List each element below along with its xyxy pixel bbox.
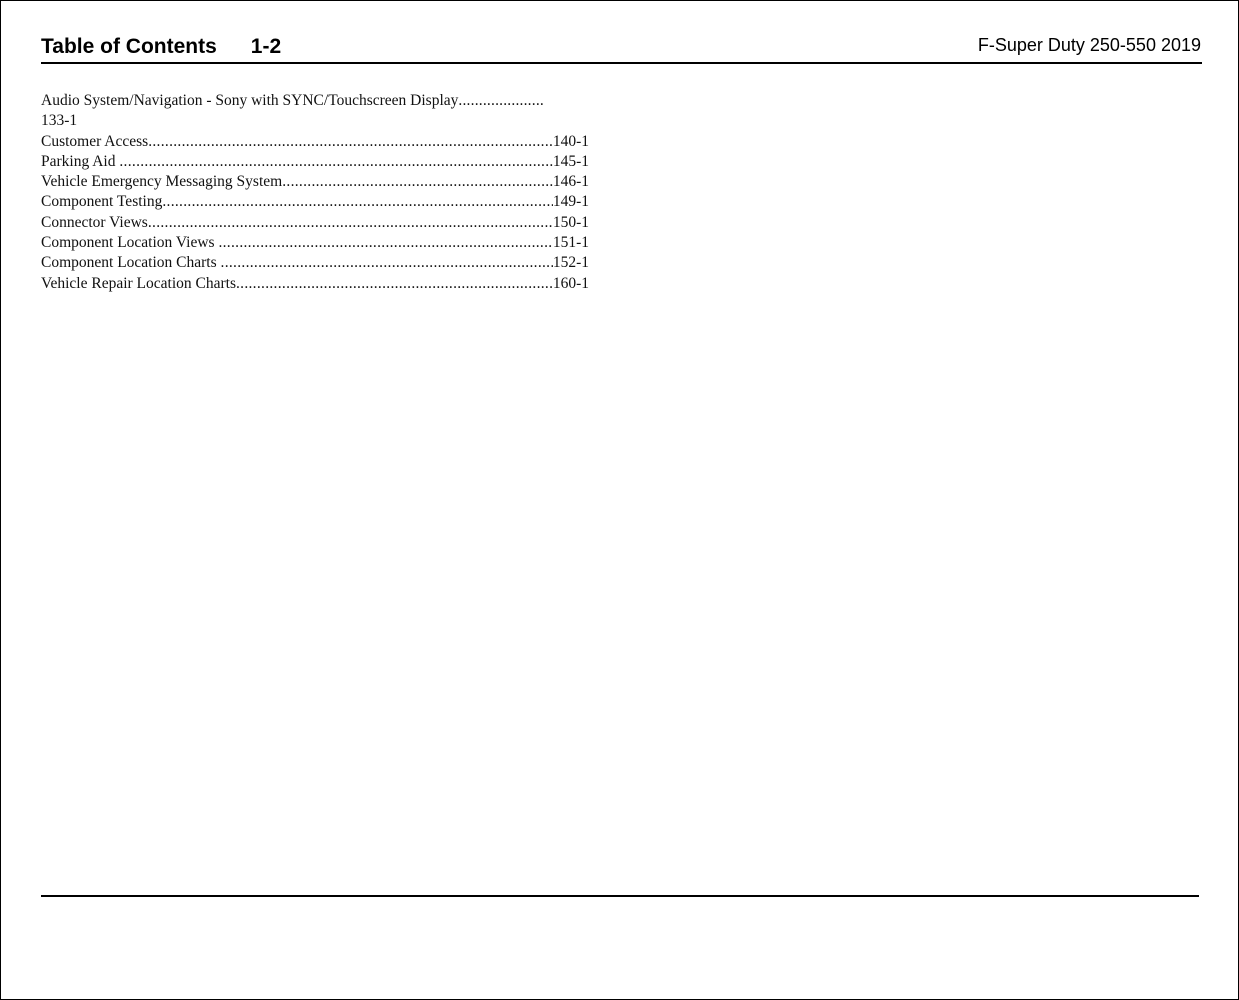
toc-entry-title: Audio System/Navigation - Sony with SYNC/Touchscreen Display xyxy=(41,92,459,109)
toc-entry-title: Component Location Charts xyxy=(41,254,221,272)
page-title: Table of Contents xyxy=(41,35,217,58)
toc-entry[interactable] xyxy=(41,152,589,172)
toc-entry-title: Vehicle Repair Location Charts xyxy=(41,274,236,292)
footer-divider xyxy=(41,895,1199,897)
toc-entry[interactable] xyxy=(41,253,589,273)
toc-entry[interactable] xyxy=(41,233,589,253)
toc-entry-title: Customer Access xyxy=(41,132,149,150)
table-of-contents xyxy=(41,91,589,294)
toc-entry-title: Parking Aid xyxy=(41,152,120,170)
toc-leader xyxy=(119,152,552,172)
toc-entry[interactable] xyxy=(41,192,589,212)
toc-leader xyxy=(162,192,552,212)
toc-leader xyxy=(221,253,553,273)
toc-entry[interactable] xyxy=(41,91,589,132)
toc-leader xyxy=(148,132,553,152)
section-number: 1-2 xyxy=(250,35,282,58)
page-header xyxy=(41,35,1201,65)
toc-leader: ..................... xyxy=(458,92,544,109)
toc-leader xyxy=(148,213,553,233)
toc-entry-page: 149-1 xyxy=(552,193,589,211)
toc-entry-title: Connector Views xyxy=(41,213,148,231)
toc-leader xyxy=(218,233,552,253)
toc-entry-page: 160-1 xyxy=(552,274,589,292)
toc-entry-page: 145-1 xyxy=(552,152,589,170)
toc-entry-page: 151-1 xyxy=(552,234,589,252)
toc-entry-list xyxy=(41,132,589,294)
header-title-group xyxy=(41,35,281,59)
toc-entry-title: Component Testing xyxy=(41,193,163,211)
toc-entry-page: 150-1 xyxy=(552,213,589,231)
toc-entry[interactable] xyxy=(41,132,589,152)
vehicle-model: F-Super Duty 250-550 2019 xyxy=(977,35,1201,55)
toc-entry-page: 133-1 xyxy=(41,112,78,130)
header-divider xyxy=(41,62,1202,64)
toc-leader xyxy=(236,274,553,294)
toc-entry[interactable] xyxy=(41,213,589,233)
toc-leader xyxy=(282,172,553,192)
toc-entry-title: Component Location Views xyxy=(41,234,219,252)
toc-entry[interactable] xyxy=(41,274,589,294)
toc-entry[interactable] xyxy=(41,172,589,192)
toc-entry-page: 140-1 xyxy=(552,132,589,150)
toc-entry-page: 152-1 xyxy=(552,254,589,272)
toc-entry-page: 146-1 xyxy=(552,173,589,191)
toc-entry-title: Vehicle Emergency Messaging System xyxy=(41,173,283,191)
